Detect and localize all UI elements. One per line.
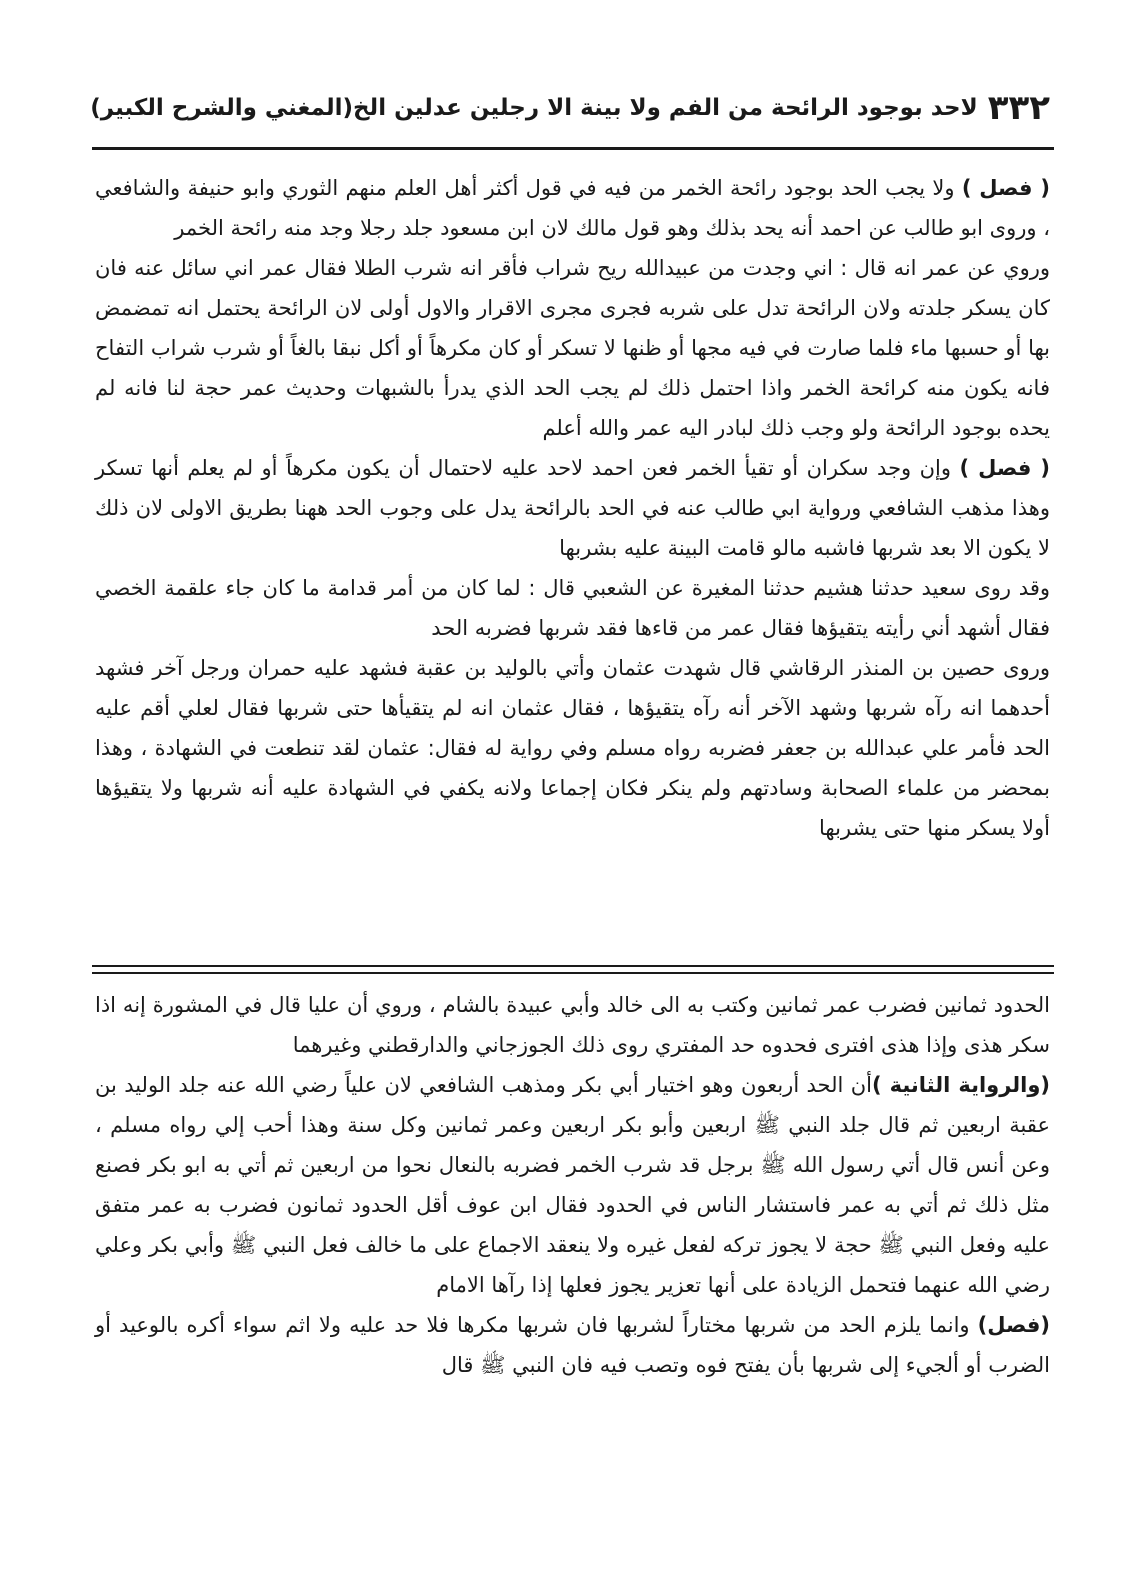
paragraph-text: وروي عن عمر انه قال : اني وجدت من عبيدالله ريح شراب فأقر انه شرب الطلا فقال عمر اني سائل عنه فان كان يسكر جلدته ولان الرائحة تدل على شربه فجرى مجرى الاقرار والاول أولى لان الرائحة يحتمل انه تمضمض بها أو حسبها ماء فلما صارت في فيه مجها أو ظنها لا تسكر أو كان مكرهاً أو أكل نبقا بالغاً أو شرب شراب التفاح فانه يكون منه كرائحة الخمر واذا احتمل ذلك لم يجب الحد الذي يدرأ بالشبهات وحديث عمر حجة لنا فانه لم يحده بوجود الرائحة ولو وجب ذلك لبادر اليه عمر والله أعلم (95, 256, 1050, 440)
paragraph-text: ولا يجب الحد بوجود رائحة الخمر من فيه في قول أكثر أهل العلم منهم الثوري وابو حنيفة والشافعي ، وروى ابو طالب عن احمد أنه يحد بذلك وهو قول مالك لان ابن مسعود جلد رجلا وجد منه رائحة الخمر (95, 176, 1050, 240)
commentary-section (95, 985, 1050, 1385)
paragraph-text: أن الحد أربعون وهو اختيار أبي بكر ومذهب الشافعي لان علياً رضي الله عنه جلد الوليد بن عقبة اربعين ثم قال جلد النبي ﷺ اربعين وأبو بكر اربعين وعمر ثمانين وكل سنة وهذا أحب إلي رواه مسلم ، وعن أنس قال أتي رسول الله ﷺ برجل قد شرب الخمر فضربه بالنعال نحوا من اربعين ثم أتي به ابو بكر فصنع مثل ذلك ثم أتي به عمر فاستشار الناس في الحدود فقال ابن عوف أقل الحدود ثمانون فضرب به عمر متفق عليه وفعل النبي ﷺ حجة لا يجوز تركه لفعل غيره ولا ينعقد الاجماع على ما خالف فعل النبي ﷺ وأبي بكر وعلي رضي الله عنهما فتحمل الزيادة على أنها تعزير يجوز فعلها إذا رآها الامام (95, 1073, 1050, 1297)
paragraph (95, 1065, 1050, 1305)
paragraph (95, 568, 1050, 648)
book-name: (المغني والشرح الكبير) (90, 95, 353, 121)
paragraph-text: وانما يلزم الحد من شربها مختاراً لشربها فان شربها مكرها فلا حد عليه ولا اثم سواء أكره بالوعيد أو الضرب أو ألجيء إلى شربها بأن يفتح فوه وتصب فيه فان النبي ﷺ قال (95, 1313, 1050, 1377)
paragraph (95, 448, 1050, 568)
section-heading: ( فصل ) (961, 176, 1050, 200)
main-text-section (95, 168, 1050, 848)
page-number: ٣٣٢ (987, 88, 1050, 128)
header-rule (92, 147, 1054, 150)
section-heading: ( فصل ) (959, 456, 1050, 480)
section-heading: (والرواية الثانية ) (871, 1073, 1051, 1097)
section-heading: (فصل) (977, 1313, 1050, 1337)
paragraph (95, 1305, 1050, 1385)
section-divider (92, 965, 1054, 974)
paragraph (95, 648, 1050, 848)
paragraph-text: الحدود ثمانين فضرب عمر ثمانين وكتب به الى خالد وأبي عبيدة بالشام ، وروي أن عليا قال في المشورة إنه اذا سكر هذى وإذا هذى افترى فحدوه حد المفتري روى ذلك الجوزجاني والدارقطني وغيرهما (95, 993, 1050, 1057)
running-title: لاحد بوجود الرائحة من الفم ولا بينة الا رجلين عدلين الخ (352, 95, 978, 121)
paragraph-text: وقد روى سعيد حدثنا هشيم حدثنا المغيرة عن الشعبي قال : لما كان من أمر قدامة ما كان جاء علقمة الخصي فقال أشهد أني رأيته يتقيؤها فقال عمر من قاءها فقد شربها فضربه الحد (95, 576, 1050, 640)
paragraph (95, 168, 1050, 248)
paragraph-text: وإن وجد سكران أو تقيأ الخمر فعن احمد لاحد عليه لاحتمال أن يكون مكرهاً أو لم يعلم أنها تسكر وهذا مذهب الشافعي ورواية ابي طالب عنه في الحد بالرائحة يدل على وجوب الحد ههنا بطريق الاولى لان ذلك لا يكون الا بعد شربها فاشبه مالو قامت البينة عليه بشربها (95, 456, 1050, 560)
paragraph-text: وروى حصين بن المنذر الرقاشي قال شهدت عثمان وأتي بالوليد بن عقبة فشهد عليه حمران ورجل آخر فشهد أحدهما انه رآه شربها وشهد الآخر أنه رآه يتقيؤها ، فقال عثمان انه لم يتقيأها حتى شربها فقال لعلي أقم عليه الحد فأمر علي عبدالله بن جعفر فضربه رواه مسلم وفي رواية له فقال: عثمان لقد تنطعت في الشهادة ، وهذا بمحضر من علماء الصحابة وسادتهم ولم ينكر فكان إجماعا ولانه يكفي في الشهادة عليه أنه شربها ولا يتقيؤها أولا يسكر منها حتى يشربها (95, 656, 1050, 840)
page-header (90, 78, 1050, 138)
paragraph (95, 248, 1050, 448)
paragraph (95, 985, 1050, 1065)
